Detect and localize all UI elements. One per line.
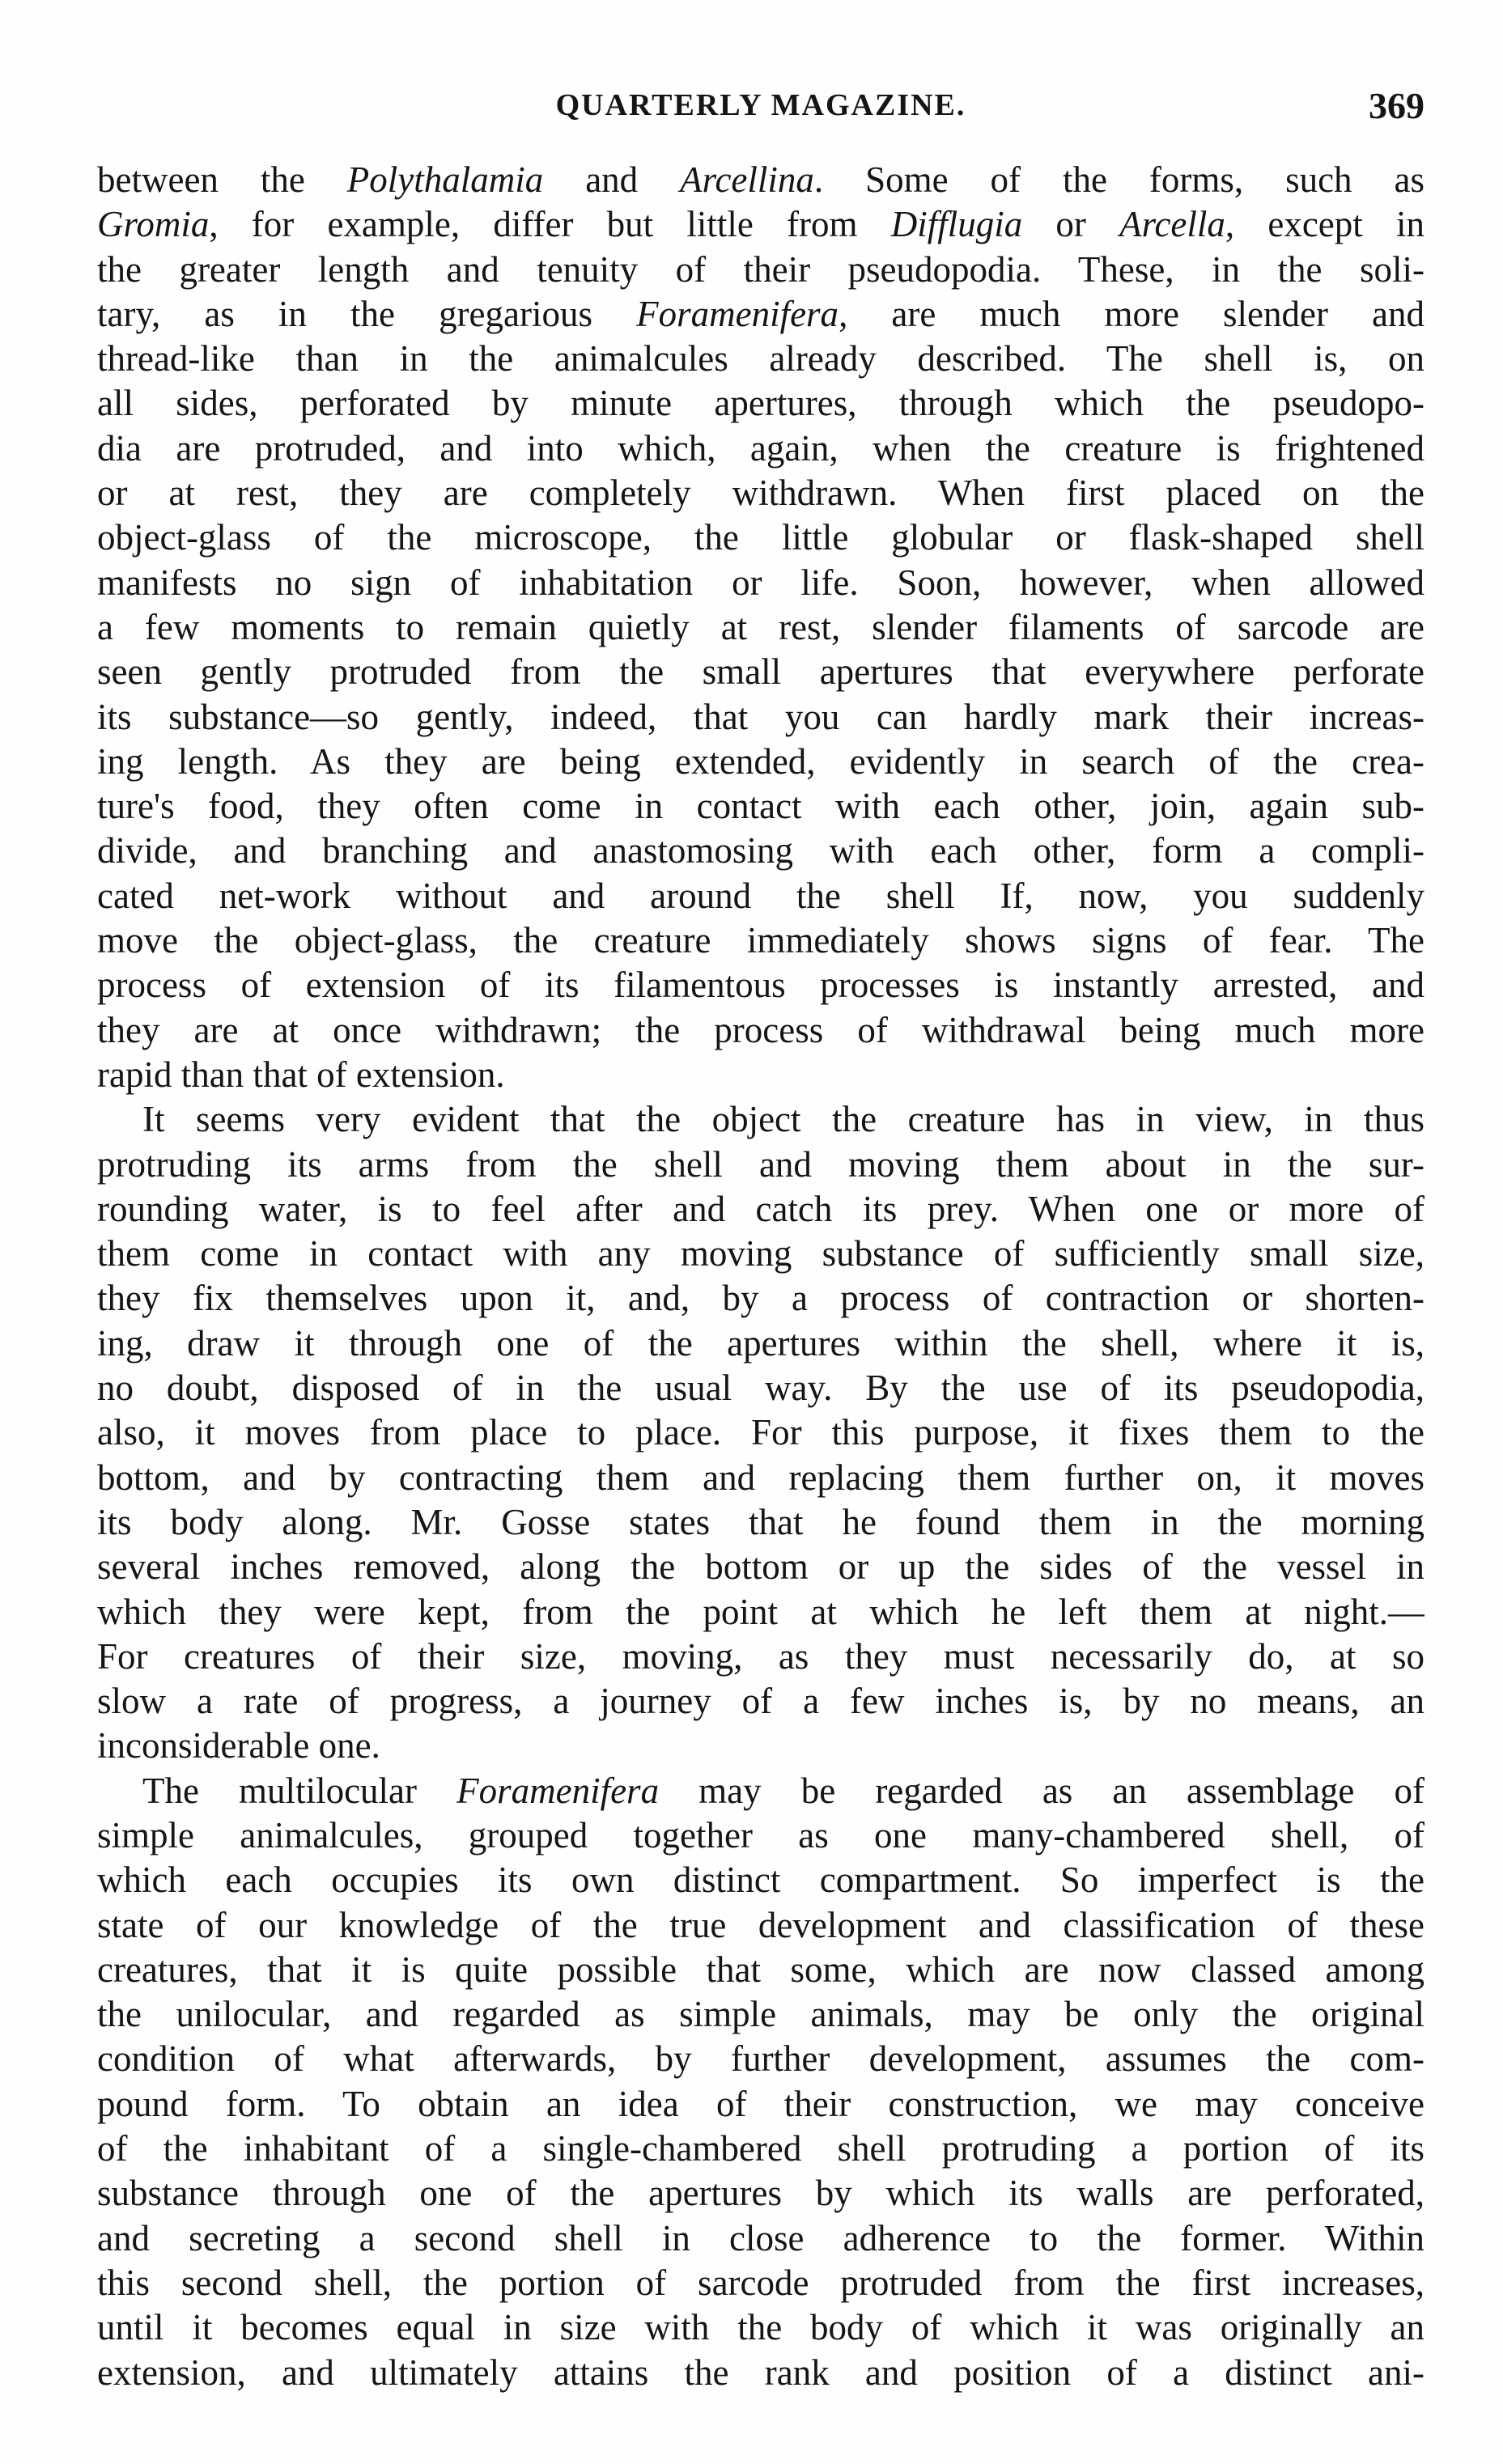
- text-segment: between the: [97, 159, 347, 200]
- text-segment: rounding water, is to feel after and catch its prey. When one or more of: [97, 1188, 1424, 1229]
- text-segment: , for example, differ but little from: [209, 204, 891, 245]
- text-line: [97, 650, 1424, 694]
- text-segment: until it becomes equal in size with the body of which it was originally an: [97, 2307, 1424, 2348]
- text-line: [97, 2261, 1424, 2305]
- text-segment: For creatures of their size, moving, as they must necessarily do, at so: [97, 1635, 1424, 1677]
- italic-term: Gromia: [97, 204, 210, 245]
- text-line: [97, 1769, 1424, 1813]
- text-line: [97, 1858, 1424, 1902]
- text-line: [97, 874, 1424, 918]
- text-line: [97, 605, 1424, 650]
- italic-term: Foramenifera: [636, 293, 839, 334]
- text-segment: The multilocular: [142, 1770, 457, 1811]
- text-line: [97, 963, 1424, 1007]
- italic-term: Difflugia: [890, 204, 1023, 245]
- text-line: [97, 515, 1424, 560]
- text-line: [97, 561, 1424, 605]
- text-segment: , except in: [1225, 204, 1424, 245]
- text-segment: may be regarded as an assemblage of: [659, 1770, 1424, 1811]
- text-segment: cated net-work without and around the shell If, now, you suddenly: [97, 875, 1424, 916]
- text-line: [97, 1410, 1424, 1455]
- text-line: [97, 918, 1424, 963]
- text-segment: seen gently protruded from the small apertures that everywhere perforate: [97, 651, 1424, 693]
- text-segment: process of extension of its filamentous processes is instantly arrested, and: [97, 965, 1424, 1006]
- text-segment: and: [543, 159, 681, 200]
- text-line: [97, 1679, 1424, 1724]
- text-segment: extension, and ultimately attains the rank and position of a distinct ani-: [97, 2352, 1424, 2393]
- text-segment: which they were kept, from the point at which he left them at night.—: [97, 1591, 1424, 1632]
- text-line: [97, 784, 1424, 829]
- text-line: [97, 1545, 1424, 1589]
- text-segment: , are much more slender and: [839, 293, 1424, 334]
- text-segment: substance through one of the apertures by which its walls are perforated,: [97, 2173, 1424, 2214]
- text-segment: tary, as in the gregarious: [97, 293, 637, 334]
- text-line: [97, 1456, 1424, 1500]
- text-segment: ture's food, they often come in contact with each other, join, again sub-: [97, 786, 1424, 827]
- italic-term: Arcella: [1119, 204, 1225, 245]
- text-segment: manifests no sign of inhabitation or life. Soon, however, when allowed: [97, 562, 1424, 603]
- italic-term: Arcellina: [680, 159, 814, 200]
- text-line: [97, 1992, 1424, 2037]
- italic-term: Polythalamia: [346, 159, 544, 200]
- text-line: [97, 1321, 1424, 1366]
- page-number: 369: [1369, 85, 1424, 126]
- text-line: [97, 1724, 1424, 1768]
- text-segment: inconsiderable one.: [97, 1725, 380, 1766]
- text-line: [97, 2351, 1424, 2395]
- text-line: [97, 426, 1424, 471]
- text-line: [97, 1097, 1424, 1142]
- text-line: [97, 1903, 1424, 1948]
- running-title: QUARTERLY MAGAZINE.: [555, 88, 966, 122]
- italic-term: Foramenifera: [456, 1770, 660, 1811]
- text-segment: ing, draw it through one of the apertures within the shell, where it is,: [97, 1322, 1424, 1363]
- text-line: [97, 2216, 1424, 2261]
- text-line: [97, 292, 1424, 337]
- text-line: [97, 1187, 1424, 1232]
- text-line: [97, 337, 1424, 381]
- text-segment: ing length. As they are being extended, evidently in search of the crea-: [97, 740, 1424, 782]
- text-segment: or at rest, they are completely withdrawn. When first placed on the: [97, 473, 1424, 514]
- text-line: [97, 1232, 1424, 1276]
- text-line: [97, 829, 1424, 873]
- text-segment: bottom, and by contracting them and replacing them further on, it moves: [97, 1457, 1424, 1498]
- text-line: [97, 1813, 1424, 1858]
- text-segment: It seems very evident that the object the creature has in view, in thus: [142, 1099, 1424, 1140]
- text-segment: they are at once withdrawn; the process of withdrawal being much more: [97, 1009, 1424, 1050]
- text-segment: several inches removed, along the bottom or up the sides of the vessel in: [97, 1546, 1424, 1588]
- text-segment: no doubt, disposed of in the usual way. By the use of its pseudopodia,: [97, 1368, 1424, 1409]
- text-segment: state of our knowledge of the true development and classification of these: [97, 1904, 1424, 1945]
- text-segment: the unilocular, and regarded as simple animals, may be only the original: [97, 1994, 1424, 2035]
- text-segment: and secreting a second shell in close adherence to the former. Within: [97, 2217, 1424, 2258]
- text-segment: of the inhabitant of a single-chambered shell protruding a portion of its: [97, 2128, 1424, 2169]
- text-segment: its body along. Mr. Gosse states that he found them in the morning: [97, 1501, 1424, 1542]
- text-line: [97, 1590, 1424, 1635]
- text-segment: move the object-glass, the creature immediately shows signs of fear. The: [97, 920, 1424, 961]
- text-segment: object-glass of the microscope, the little globular or flask-shaped shell: [97, 517, 1424, 558]
- text-segment: protruding its arms from the shell and moving them about in the sur-: [97, 1143, 1424, 1185]
- text-line: [97, 2127, 1424, 2171]
- text-segment: its substance—so gently, indeed, that you can hardly mark their increas-: [97, 696, 1424, 737]
- running-head: [97, 87, 1424, 136]
- text-segment: they fix themselves upon it, and, by a process of contraction or shorten-: [97, 1278, 1424, 1319]
- text-line: [97, 1276, 1424, 1321]
- text-line: [97, 202, 1424, 247]
- text-line: [97, 1143, 1424, 1187]
- text-segment: creatures, that it is quite possible that some, which are now classed among: [97, 1949, 1424, 1990]
- text-line: [97, 471, 1424, 515]
- text-line: [97, 1053, 1424, 1097]
- text-segment: the greater length and tenuity of their pseudopodia. These, in the soli-: [97, 248, 1424, 290]
- text-segment: them come in contact with any moving substance of sufficiently small size,: [97, 1233, 1424, 1274]
- text-segment: a few moments to remain quietly at rest, slender filaments of sarcode are: [97, 606, 1424, 647]
- text-segment: divide, and branching and anastomosing with each other, form a compli-: [97, 830, 1424, 872]
- text-line: [97, 1500, 1424, 1545]
- body-text: [97, 158, 1424, 2395]
- text-segment: rapid than that of extension.: [97, 1054, 505, 1095]
- text-line: [97, 2171, 1424, 2216]
- text-line: [97, 2305, 1424, 2350]
- text-segment: thread-like than in the animalcules already described. The shell is, on: [97, 338, 1424, 380]
- text-segment: . Some of the forms, such as: [813, 159, 1424, 200]
- text-segment: dia are protruded, and into which, again, when the creature is frightened: [97, 427, 1424, 469]
- text-segment: or: [1022, 204, 1120, 245]
- text-line: [97, 1366, 1424, 1410]
- text-segment: slow a rate of progress, a journey of a few inches is, by no means, an: [97, 1681, 1424, 1722]
- text-line: [97, 381, 1424, 426]
- text-line: [97, 2082, 1424, 2127]
- text-segment: condition of what afterwards, by further development, assumes the com-: [97, 2038, 1424, 2080]
- text-line: [97, 1948, 1424, 1992]
- text-segment: this second shell, the portion of sarcode protruded from the first increases,: [97, 2262, 1424, 2303]
- text-line: [97, 2037, 1424, 2081]
- text-segment: which each occupies its own distinct compartment. So imperfect is the: [97, 1860, 1424, 1901]
- text-line: [97, 248, 1424, 292]
- text-segment: also, it moves from place to place. For this purpose, it fixes them to the: [97, 1412, 1424, 1453]
- text-line: [97, 695, 1424, 740]
- text-line: [97, 1008, 1424, 1053]
- text-segment: pound form. To obtain an idea of their construction, we may conceive: [97, 2083, 1424, 2124]
- text-segment: all sides, perforated by minute apertures, through which the pseudopo-: [97, 383, 1424, 424]
- text-segment: simple animalcules, grouped together as one many-chambered shell, of: [97, 1814, 1424, 1855]
- text-line: [97, 1635, 1424, 1679]
- text-line: [97, 158, 1424, 202]
- text-line: [97, 740, 1424, 784]
